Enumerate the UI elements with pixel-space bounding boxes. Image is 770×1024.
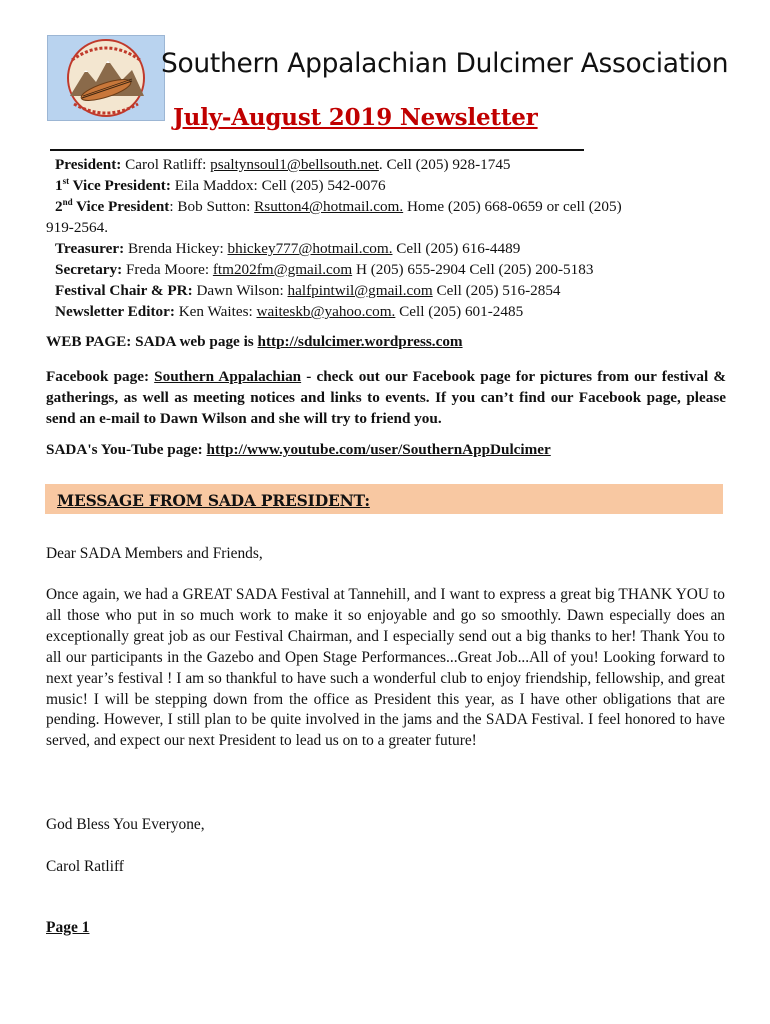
officer-email-link[interactable]: waiteskb@yahoo.com. — [256, 303, 396, 320]
officer-email-link[interactable]: bhickey777@hotmail.com. — [227, 240, 393, 257]
officer-email-link[interactable]: halfpintwil@gmail.com — [287, 282, 433, 299]
letter-signature: Carol Ratliff — [46, 858, 124, 875]
web-page-line — [46, 333, 463, 351]
officer-name: Ken Waites: — [174, 303, 257, 320]
facebook-label: Facebook page: — [46, 368, 155, 385]
youtube-line — [46, 441, 551, 459]
officer-name: Brenda Hickey: — [124, 240, 228, 257]
officer-role-num: 1 — [55, 177, 63, 194]
letter-closing: God Bless You Everyone, — [46, 816, 205, 833]
officer-role: Secretary: — [55, 261, 123, 278]
officer-role: Vice President: — [69, 177, 171, 194]
officer-name: Dawn Wilson: — [192, 282, 288, 299]
youtube-label: SADA's You-Tube page: — [46, 441, 207, 458]
officer-role: Newsletter Editor: — [55, 303, 175, 320]
officer-email-link[interactable]: Rsutton4@hotmail.com. — [254, 198, 404, 215]
officer-phone: Cell (205) 516-2854 — [432, 282, 561, 299]
ordinal-suffix: st — [62, 175, 70, 186]
officer-role-num: 2 — [55, 198, 63, 215]
officer-email-link[interactable]: ftm202fm@gmail.com — [212, 261, 353, 278]
facebook-paragraph — [46, 366, 726, 429]
facebook-text: - check out our Facebook page for pictures from our festival & gatherings, as well as meeting notices and links to events. If you can’t find our Facebook page, please send an e-mail to Dawn Wilson and she will try to friend you. — [46, 368, 726, 427]
letter-greeting: Dear SADA Members and Friends, — [46, 545, 263, 562]
officer-vp2 — [46, 196, 726, 217]
officer-role: Festival Chair & PR: — [55, 282, 193, 299]
officer-email-link[interactable]: psaltynsoul1@bellsouth.net — [210, 156, 379, 173]
newsletter-issue-title: July-August 2019 Newsletter — [173, 104, 538, 131]
officer-newsletter-editor — [46, 301, 726, 322]
letter-body: Once again, we had a GREAT SADA Festival at Tannehill, and I want to express a great big THANK YOU to all those who put in so much work to make it so enjoyable and go so smoothly. Dawn especially does an exceptionally great job as our Festival Chairman, and I especially send out a big thanks to her! Thank You to all our participants in the Gazebo and Open Stage Performances...Great Job...All of you! Looking forward to next year’s festival ! I am so thankful to have such a wonderful club to enjoy friendship, fellowship, and great music! I will be stepping down from the office as President this year, as I have other obligations that are pending. However, I still plan to be quite involved in the jams and the SADA Festival. I feel honored to have served, and expect our next President to lead us on to a greater future! — [46, 586, 725, 750]
officer-treasurer — [46, 238, 726, 259]
officer-name: Freda Moore: — [122, 261, 213, 278]
message-heading: MESSAGE FROM SADA PRESIDENT: — [57, 491, 370, 510]
youtube-link[interactable]: http://www.youtube.com/user/SouthernAppDulcimer — [206, 441, 551, 458]
officer-phone: H (205) 655-2904 Cell (205) 200-5183 — [352, 261, 594, 278]
header-divider — [50, 149, 584, 151]
officer-role: Vice President — [72, 198, 170, 215]
officer-vp1 — [46, 175, 726, 196]
officer-phone: . Cell (205) 928-1745 — [378, 156, 511, 173]
logo-graphic — [48, 36, 164, 120]
officer-phone: Cell (205) 616-4489 — [392, 240, 521, 257]
officer-vp2-continued: 919-2564. — [46, 219, 109, 236]
officer-president — [46, 154, 726, 175]
officer-festival-chair — [46, 280, 726, 301]
officer-role: President: — [55, 156, 122, 173]
officer-name: Carol Ratliff: — [121, 156, 211, 173]
web-page-label: WEB PAGE: SADA web page is — [46, 333, 258, 350]
web-page-link[interactable]: http://sdulcimer.wordpress.com — [257, 333, 463, 350]
sada-logo — [47, 35, 165, 121]
officer-phone: Cell (205) 601-2485 — [395, 303, 524, 320]
organization-title: Southern Appalachian Dulcimer Association — [161, 48, 729, 79]
officer-name: : Bob Sutton: — [169, 198, 255, 215]
officer-phone: Home (205) 668-0659 or cell (205) — [403, 198, 622, 215]
page-number: Page 1 — [46, 919, 90, 936]
facebook-link[interactable]: Southern Appalachian — [154, 368, 302, 385]
officers-list — [46, 154, 726, 322]
officer-name: Eila Maddox: Cell (205) 542-0076 — [170, 177, 386, 194]
ordinal-suffix: nd — [62, 196, 73, 207]
officer-role: Treasurer: — [55, 240, 125, 257]
officer-secretary — [46, 259, 726, 280]
